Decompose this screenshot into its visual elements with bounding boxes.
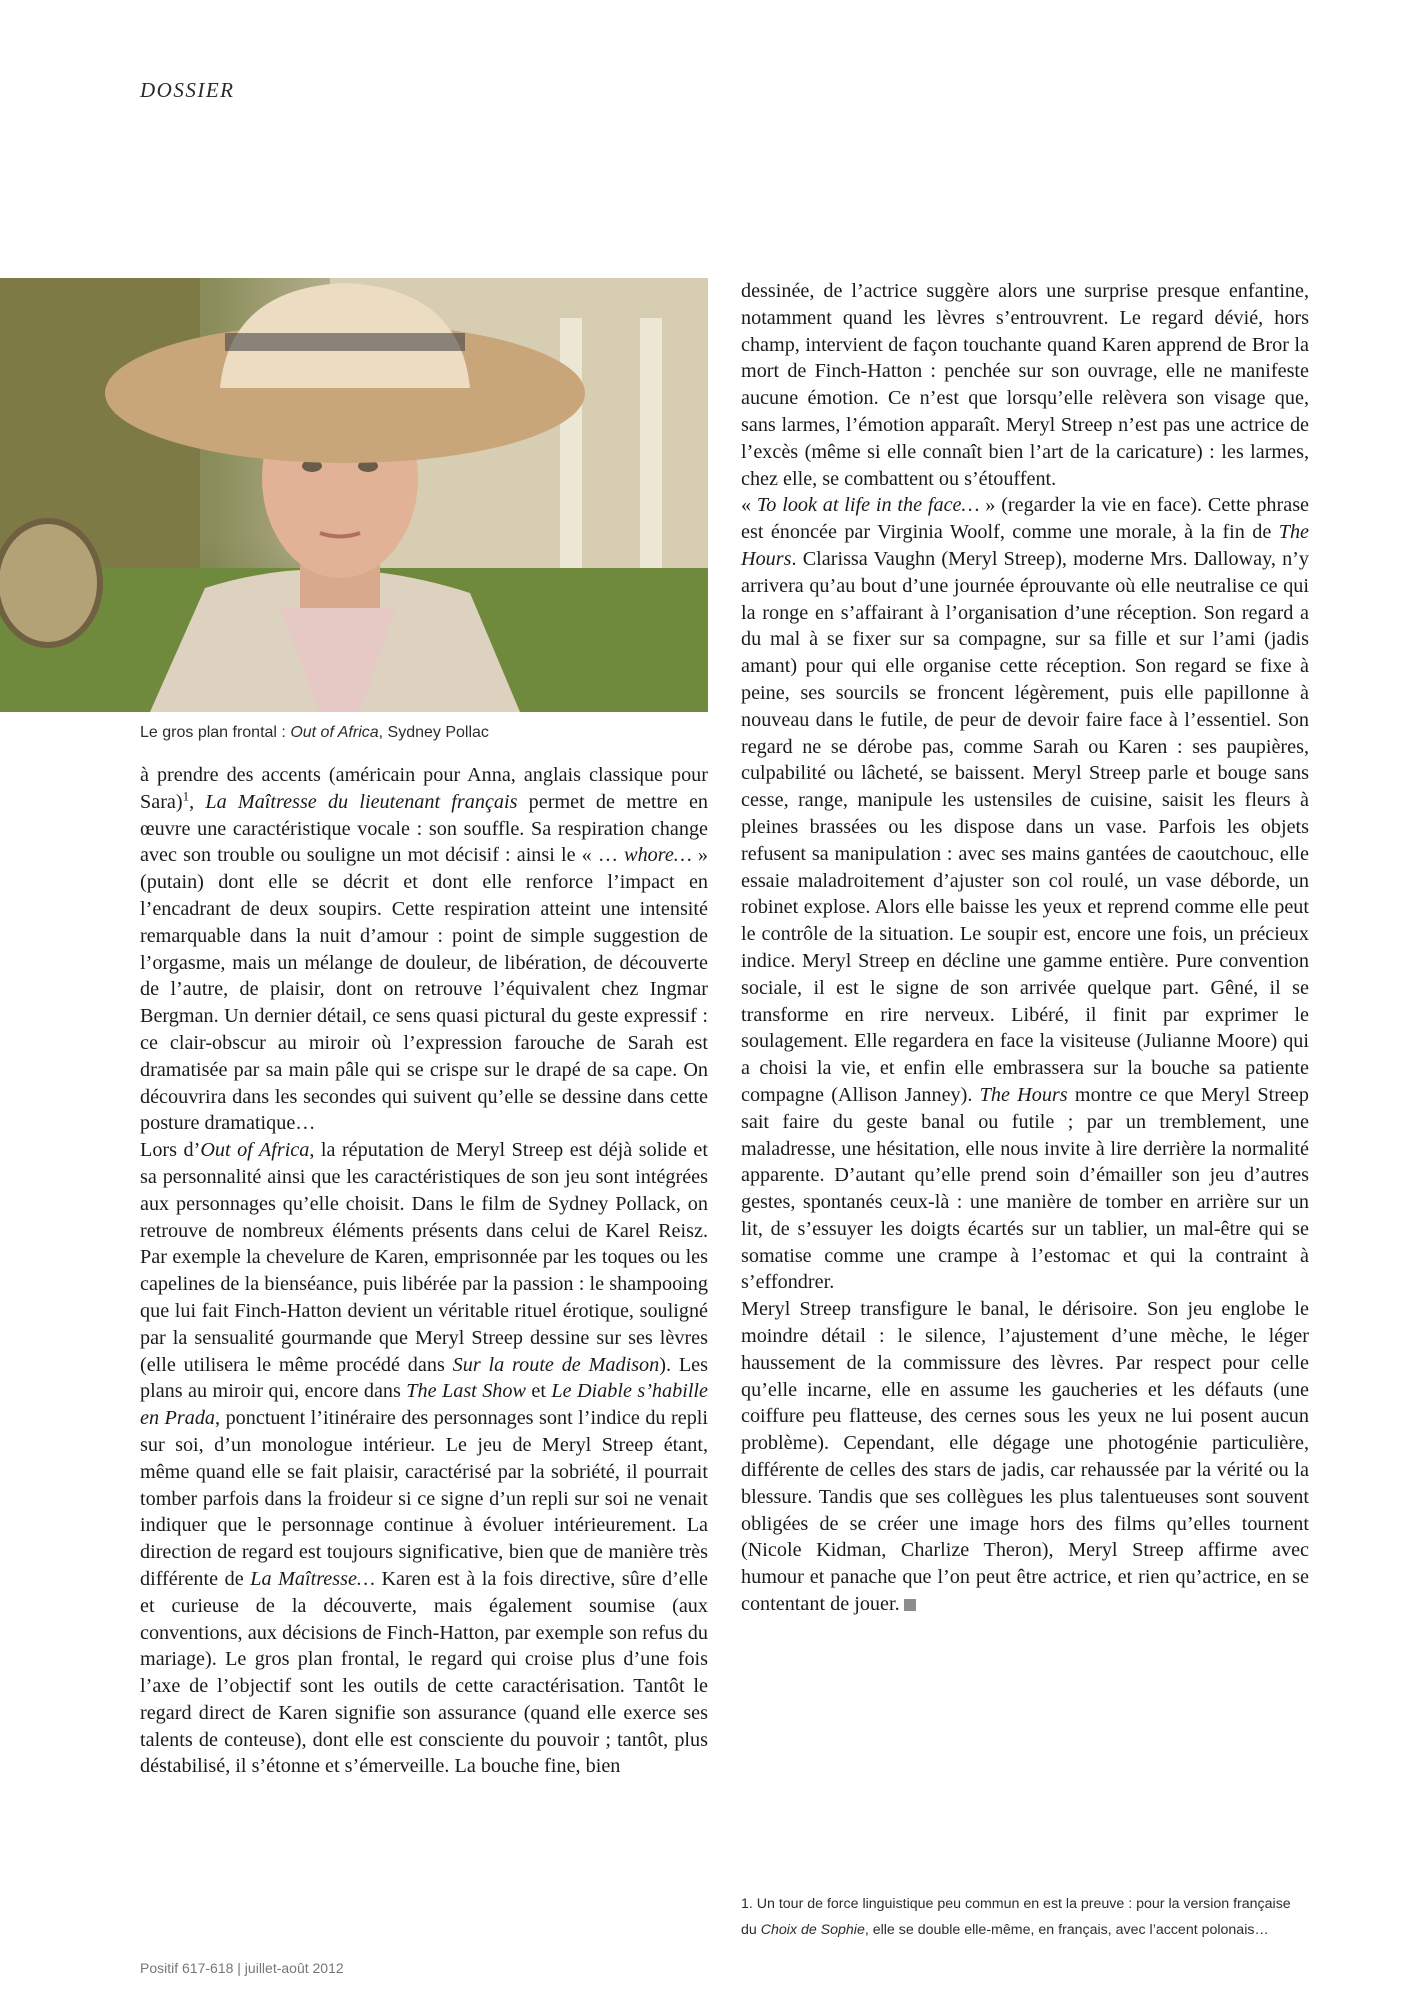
- text-run: . Clarissa Vaughn (Meryl Streep), moderne Mrs. Dalloway, n’y arrivera qu’au bout d’une journée éprouvante où elle neutralise ce qui la ronge en s’affairant à l’organisation d’une réception. Son regard a du mal à se fixer sur sa compagne, sur sa fille et sur l’ami (jadis amant) pour qui elle organise cette réception. Son regard se fixe à peine, ses sourcils se froncent légèrement, puis elle papillonne à nouveau dans le futile, de peur de devoir faire face à l’essentiel. Son regard ne se dérobe pas, comme Sarah ou Karen : ses paupières, culpabilité ou lâcheté, se baissent. Meryl Streep parle et bouge sans cesse, range, manipule les ustensiles de cuisine, saisit les fleurs à pleines brassées ou les dispose dans un vase. Parfois les objets refusent sa manipulation : avec ses mains gantées de caoutchouc, elle essaie maladroitement d’ajuster son col roulé, un vase déborde, un robinet explose. Alors elle baisse les yeux et reprend comme elle peut le contrôle de la situation. Le soupir est, encore une fois, un précieux indice. Meryl Streep en décline une gamme entière. Pure convention sociale, il est le signe de son arrivée quelque part. Gêné, il se transforme en rire nerveux. Libéré, il finit par exprimer le soulagement. Elle regardera en face la visiteuse (Julianne Moore) qui a choisi la vie, et enfin elle embrassera sur la bouche sa patiente compagne (Allison Janney).: [741, 547, 1309, 1106]
- page-folio: Positif 617-618 | juillet-août 2012: [140, 1960, 344, 1976]
- italic-title: whore…: [624, 844, 692, 867]
- italic-title: Sur la route de Madison: [452, 1353, 660, 1376]
- text-run: Lors d’: [140, 1139, 201, 1162]
- text-run: ). Les plans au miroir qui, encore dans: [140, 1353, 708, 1403]
- text-run: Meryl Streep transfigure le banal, le dérisoire. Son jeu englobe le moindre détail : le silence, l’ajustement d’une mèche, le léger haussement de la commissure des lèvres. Par respect pour celle qu’elle incarne, elle en assume les gaucheries et les défauts (une coiffure peu flatteuse, des cernes sous les yeux ne lui posent aucun problème). Cependant, elle dégage une photogénie particulière, différente de celles des stars de jadis, car rehaussée par la vérité ou la blessure. Tandis que ses collègues les plus talentueuses sont souvent obligées de se créer une image hors des films qu’elles tournent (Nicole Kidman, Charlize Theron), Meryl Streep affirme avec humour et panache que l’on peut être actrice, et rien qu’actrice, en se contentant de jouer.: [741, 1298, 1309, 1616]
- text-run: dessinée, de l’actrice suggère alors une surprise presque enfantine, notamment quand les lèvres s’entrouvrent. Le regard dévié, hors champ, intervient de façon touchante quand Karen apprend de Bror la mort de Finch-Hatton : penchée sur son ouvrage, elle ne manifeste aucune émotion. Ce n’est que lorsqu’elle relèvera son visage que, sans larmes, l’émotion apparaît. Meryl Streep n’est pas une actrice de l’excès (même si elle connaît bien l’art de la caricature) : les larmes, chez elle, se combattent ou s’étouffent.: [741, 280, 1309, 490]
- text-run: et: [525, 1380, 552, 1403]
- italic-title: La Maîtresse du lieutenant français: [205, 790, 518, 813]
- text-run: » (regarder la vie en face). Cette phrase est énoncée par Virginia Woolf, comme une morale, à la fin de: [741, 494, 1310, 544]
- text-run: à prendre des accents (américain pour Anna, anglais classique pour Sara): [140, 764, 708, 813]
- footnote: [741, 1892, 1309, 1943]
- photo-caption: [140, 724, 489, 742]
- footnote-film-title: Choix de Sophie: [760, 1921, 865, 1938]
- italic-title: The Hours: [741, 521, 1309, 570]
- article-column-left: [140, 762, 708, 1780]
- footnote-text-end: , elle se double elle-même, en français, avec l’accent polonais…: [864, 1921, 1269, 1938]
- end-of-article-mark: [904, 1599, 916, 1611]
- italic-title: Le Diable s’habille en Prada: [140, 1380, 708, 1430]
- column: [640, 318, 662, 578]
- italic-title: To look at life in the face…: [756, 494, 980, 517]
- caption-film-title: Out of Africa: [290, 724, 379, 741]
- paragraph: [741, 278, 1309, 492]
- paragraph: [741, 492, 1309, 1296]
- article-column-right: [741, 278, 1309, 1618]
- text-run: » (putain) dont elle se décrit et dont elle renforce l’impact en l’encadrant de deux soupirs. Cette respiration atteint une intensité remarquable dans la nuit d’amour : point de simple suggestion de l’orgasme, mais un mélange de douleur, de libération, de découverte de l’autre, de plaisir, dont on retrouve l’équivalent chez Ingmar Bergman. Un dernier détail, ce sens quasi pictural du geste expressif : ce clair-obscur au miroir où l’expression farouche de Sarah est dramatisée par sa main pâle qui se crispe sur le drapé de sa cape. On découvrira dans les secondes qui suivent qu’elle se dessine dans cette posture dramatique…: [140, 844, 708, 1135]
- paragraph: [741, 1296, 1309, 1618]
- footnote-text: 1. Un tour de force linguistique peu commun en est la preuve : pour la version française du: [741, 1896, 1291, 1938]
- paragraph: [140, 1137, 708, 1780]
- column: [560, 318, 582, 578]
- italic-title: La Maîtresse…: [250, 1567, 375, 1590]
- text-run: ,: [189, 790, 206, 813]
- caption-prefix: Le gros plan frontal :: [140, 724, 291, 741]
- film-still-photo: [0, 278, 708, 712]
- caption-director: , Sydney Pollac: [378, 724, 489, 741]
- footnote-ref: 1: [182, 788, 190, 804]
- paragraph: [140, 762, 708, 1137]
- film-still-illustration: [0, 278, 708, 712]
- italic-title: The Last Show: [406, 1380, 526, 1403]
- lantern: [0, 521, 100, 645]
- italic-title: The Hours: [979, 1083, 1068, 1106]
- text-run: , ponctuent l’itinéraire des personnages sont l’indice du repli sur soi, d’un monologue intérieur. Le jeu de Meryl Streep étant, même quand elle se fait plaisir, caractérisé par la sobriété, il pourrait tomber parfois dans la froideur si ce signe d’un repli sur soi ne venait indiquer que le personnage continue à évoluer intérieurement. La direction de regard est toujours significative, bien que de manière très différente de: [140, 1407, 708, 1590]
- italic-title: Out of Africa: [200, 1139, 310, 1162]
- hat-band: [225, 333, 465, 351]
- section-label: DOSSIER: [140, 78, 235, 102]
- text-run: Karen est à la fois directive, sûre d’elle et curieuse de la découverte, mais également soumise (aux conventions, aux décisions de Finch-Hatton, par exemple son refus du mariage). Le gros plan frontal, le regard qui croise plus d’une fois l’axe de l’objectif sont les outils de cette caractérisation. Tantôt le regard direct de Karen signifie son assurance (quand elle exerce ses talents de conteuse), dont elle est consciente du pouvoir ; tantôt, plus déstabilisé, il s’étonne et s’émerveille. La bouche fine, bien: [140, 1567, 708, 1778]
- text-run: permet de mettre en œuvre une caractéristique vocale : son souffle. Sa respiration change avec son trouble ou souligne un mot décisif : ainsi le « …: [140, 790, 709, 867]
- text-run: montre ce que Meryl Streep sait faire du geste banal ou futile ; par un tremblement, une maladresse, une hésitation, elle nous invite à lire derrière la normalité apparente. D’autant qu’elle prend soin d’émailler son jeu d’autres gestes, spontanés ceux-là : une manière de tomber en arrière sur un lit, de s’essuyer les doigts écartés sur un tablier, un mal-être qui se somatise comme une crampe à l’estomac et qui la contraint à s’effondrer.: [741, 1083, 1309, 1294]
- text-run: , la réputation de Meryl Streep est déjà solide et sa personnalité ainsi que les caractéristiques de son jeu sont intégrées aux personnages qu’elle choisit. Dans le film de Sydney Pollack, on retrouve de nombreux éléments présents dans celui de Karel Reisz. Par exemple la chevelure de Karen, emprisonnée par les toques ou les capelines de la bienséance, puis libérée par la passion : le shampooing que lui fait Finch-Hatton devient un véritable rituel érotique, souligné par la sensualité gourmande que Meryl Streep dessine sur ses lèvres (elle utilisera le même procédé dans: [140, 1139, 709, 1376]
- text-run: «: [741, 494, 757, 517]
